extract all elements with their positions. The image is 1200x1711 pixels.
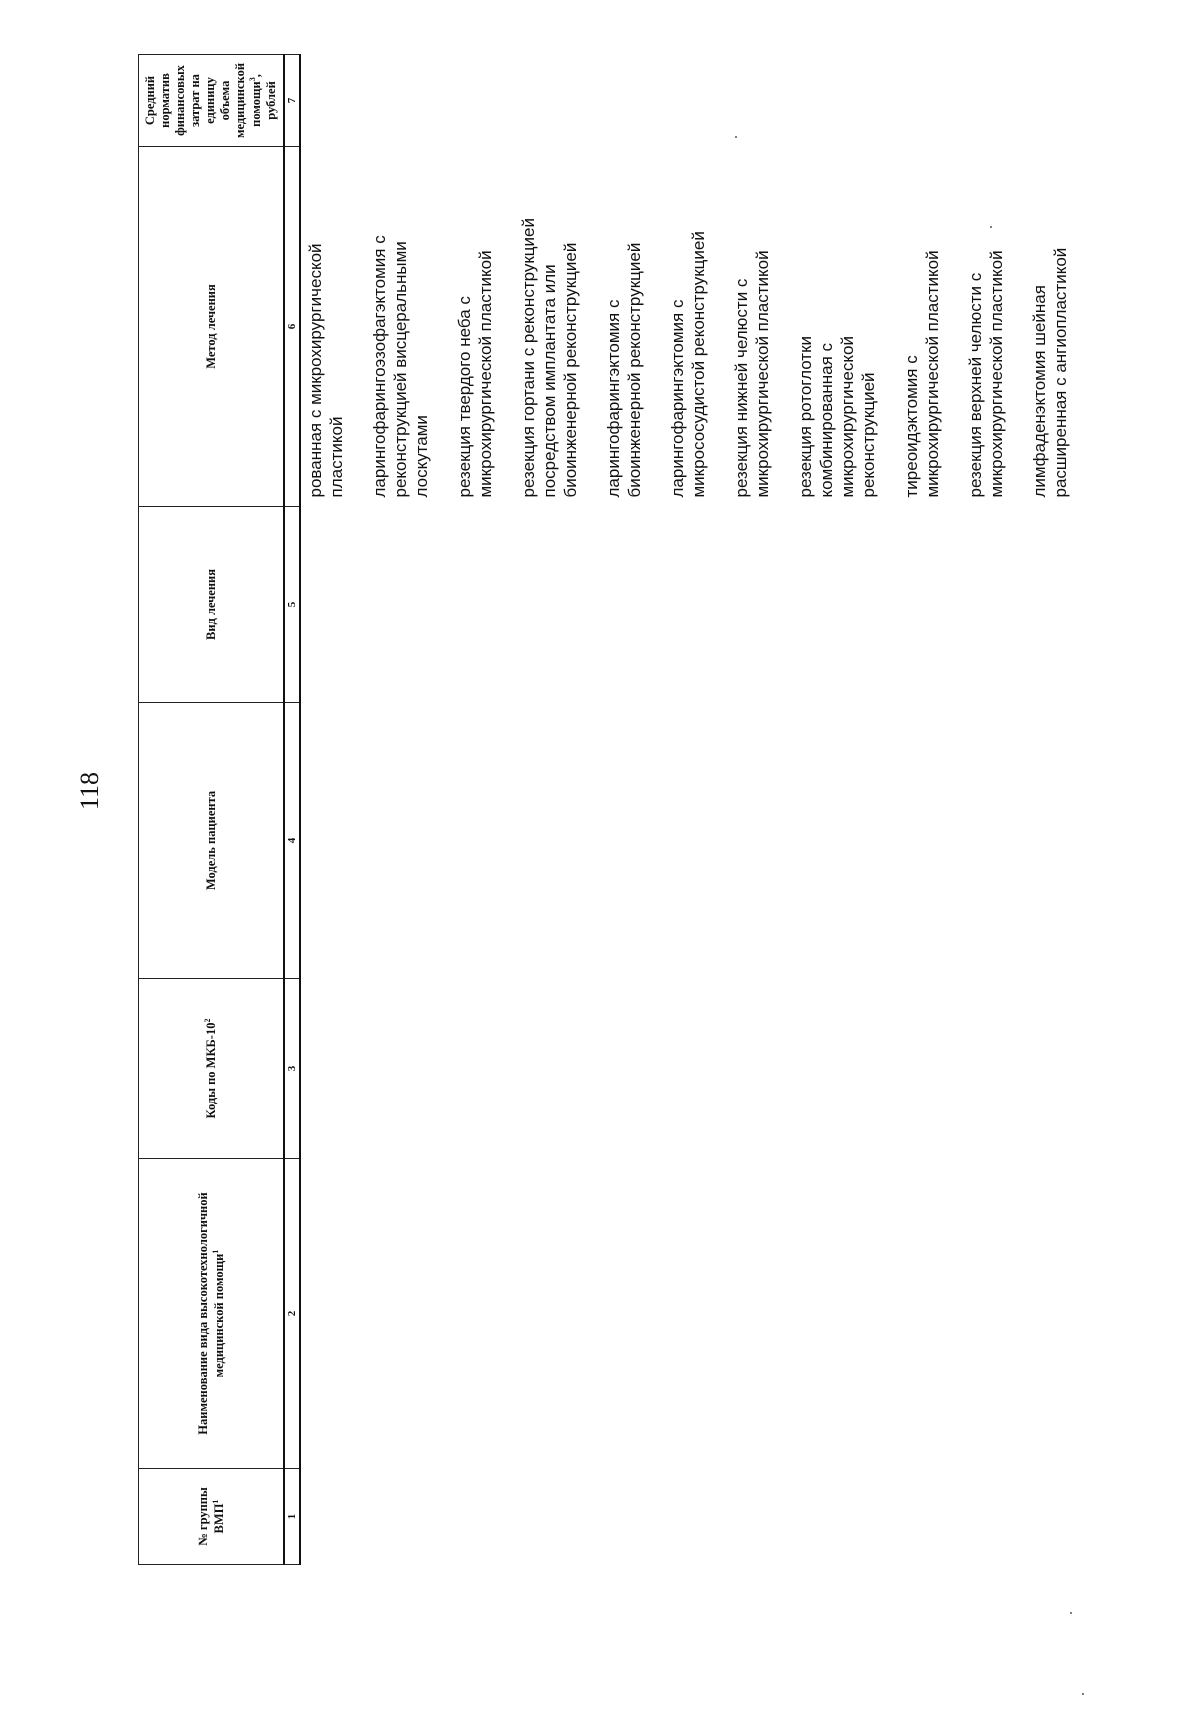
header-vmp-name: Наименование вида высокотехнологичной медицинской помощи$^1$ — [139, 1159, 285, 1469]
header-group-number: № группы ВМП$^1$ — [139, 1469, 285, 1565]
treatment-method: рованная с микрохирургической пластикой — [306, 243, 347, 498]
header-row — [139, 55, 285, 1565]
treatment-method: резекция нижней челюсти с микрохирургической пластикой — [732, 250, 773, 498]
column-number: 5 — [284, 507, 300, 703]
column-number: 3 — [284, 979, 300, 1159]
header-patient-model: Модель пациента — [139, 703, 285, 979]
cell-empty — [300, 979, 1094, 1159]
column-number: 2 — [284, 1159, 300, 1469]
scan-speck — [990, 226, 992, 228]
header-treatment-method: Метод лечения — [139, 147, 285, 507]
rotated-table-container — [138, 55, 1138, 1565]
treatment-method: ларингофарингоэзофагэктомия с реконструкцией висцеральными лоскутами — [370, 235, 432, 498]
column-number: 4 — [284, 703, 300, 979]
treatment-method: ларингофарингэктомия с биоинженерной реконструкцией — [604, 242, 645, 498]
table-row — [300, 55, 1094, 1565]
treatment-method: тиреоидэктомия с микрохирургической пластикой — [902, 250, 943, 498]
treatment-method: лимфаденэктомия шейная расширенная с ангиопластикой — [1030, 247, 1071, 498]
treatment-method-list — [302, 148, 1071, 506]
cell-empty — [300, 703, 1094, 979]
treatment-method: ларингофарингэктомия с микрососудистой реконструкцией — [668, 231, 709, 498]
scan-speck — [1082, 1693, 1084, 1695]
treatment-method: резекция твердого неба с микрохирургической пластикой — [455, 250, 496, 498]
header-icd-codes: Коды по МКБ-$10^2$ — [139, 979, 285, 1159]
header-treatment-type: Вид лечения — [139, 507, 285, 703]
treatment-method: резекция гортани с реконструкцией посредством имплантата или биоинженерной реконструкцией — [519, 218, 581, 498]
treatment-method: резекция верхней челюсти с микрохирургической пластикой — [966, 250, 1007, 498]
column-number: 1 — [284, 1469, 300, 1565]
scan-speck — [1070, 1612, 1072, 1614]
cell-empty — [300, 507, 1094, 703]
vmp-table — [138, 54, 1094, 1565]
cell-empty — [300, 1469, 1094, 1565]
cell-empty — [300, 55, 1094, 147]
column-number: 7 — [284, 55, 300, 147]
header-cost-standard: Средний норматив финансовых затрат на единицу объема медицинской помощи$^3$, рублей — [139, 55, 285, 147]
cell-treatment-methods — [300, 147, 1094, 507]
cell-empty — [300, 1159, 1094, 1469]
page-number: 118 — [75, 771, 104, 810]
column-number-row — [284, 55, 300, 1565]
treatment-method: резекция ротоглотки комбинированная с микрохирургической реконструкцией — [796, 335, 879, 498]
column-number: 6 — [284, 147, 300, 507]
scan-speck — [735, 136, 737, 138]
